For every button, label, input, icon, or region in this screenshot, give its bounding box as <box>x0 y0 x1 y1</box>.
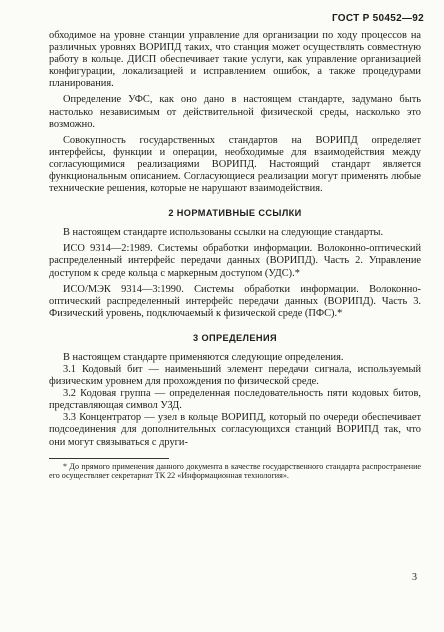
section-3-heading: 3 ОПРЕДЕЛЕНИЯ <box>193 332 277 343</box>
footnote: * До прямого применения данного документа в качестве государственного стандарта распространение его осуществляет секретариат ТК 22 «Информационная технология». <box>49 461 421 481</box>
document-body <box>49 30 421 481</box>
section-2-paragraph: В настоящем стандарте использованы ссылки на следующие стандарты. <box>63 227 384 239</box>
reference-item: ИСО 9314—2:1989. Системы обработки информации. Волоконно-оптический распределенный интерфейс передачи данных (ВОРИПД). Часть 2. Управление доступом к среде кольца с маркерным доступом (УДС).* <box>49 243 421 279</box>
definition-item: 3.1 Кодовый бит — наименьший элемент передачи сигнала, используемый физическим уровнем для прохождения по физической среде. <box>49 363 421 388</box>
intro-paragraph: Совокупность государственных стандартов на ВОРИПД определяет интерфейсы, функции и операции, необходимые для взаимодействия между согласующимися реализациями ВОРИПД. Настоящий стандарт является функциональным описанием. Согласующиеся реализации могут применять любые технические решения, которые не нарушают взаимодействия. <box>49 134 421 195</box>
definition-item: 3.3 Концентратор — узел в кольце ВОРИПД, который по очереди обеспечивает подсоединения для дополнительных согласующихся станций ВОРИПД так, что они могут связываться с други- <box>49 412 421 448</box>
intro-paragraph: обходимое на уровне станции управление для организации по ходу процессов на различных уровнях ВОРИПД таких, что станция может осуществлять совместную работу в кольце. ДИСП обеспечивает такие услуги, как управление организацией конфигурации, локализацией и исправлением ошибок, а также процедурами планирования. <box>49 30 421 90</box>
section-2-heading: 2 НОРМАТИВНЫЕ ССЫЛКИ <box>168 208 302 219</box>
page-header-standard: ГОСТ Р 50452—92 <box>331 13 424 24</box>
intro-paragraph: Определение УФС, как оно дано в настоящем стандарте, задумано быть настолько независимым от действительной физической среды, насколько это возможно. <box>49 94 421 130</box>
section-3-paragraph: В настоящем стандарте применяются следующие определения. <box>63 351 344 363</box>
page-number: 3 <box>412 572 417 583</box>
footnote-divider <box>49 458 169 459</box>
reference-item: ИСО/МЭК 9314—3:1990. Системы обработки информации. Волоконно-оптический распределенный интерфейс передачи данных (ВОРИПД). Часть 3. Физический уровень, подключаемый к физической среде (ПФС).* <box>49 283 421 319</box>
definition-item: 3.2 Кодовая группа — определенная последовательность пяти кодовых битов, представляющая символ УЗД. <box>49 388 421 412</box>
